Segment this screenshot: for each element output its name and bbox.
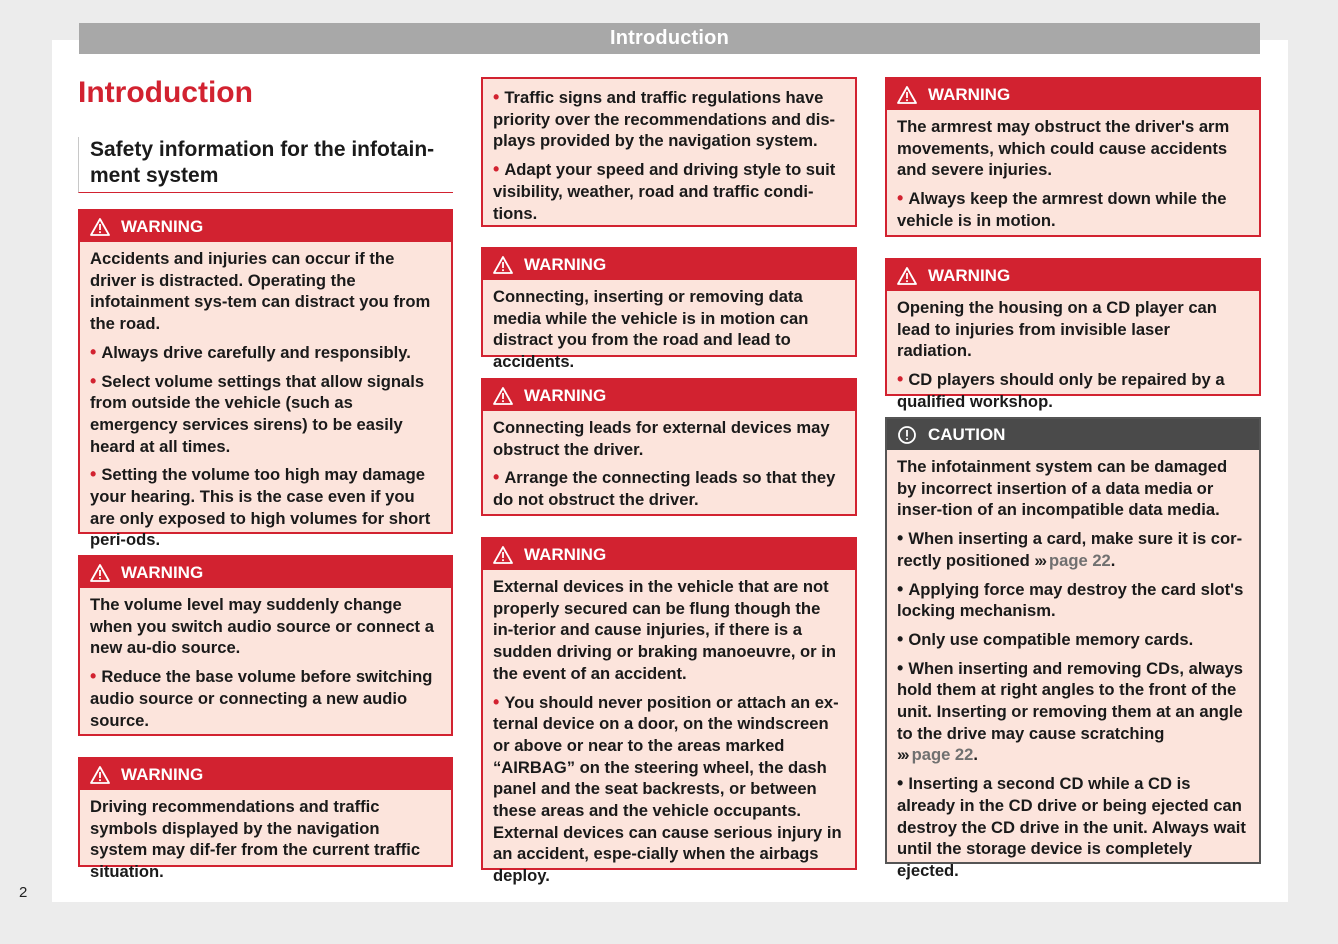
page-reference-link[interactable]: [1034, 551, 1110, 570]
reference-text: page 22: [1048, 550, 1111, 570]
warning-header: [80, 211, 451, 242]
bullet-item: [897, 188, 1249, 231]
bullet-text: Always keep the armrest down while the vehicle is in motion.: [897, 189, 1227, 230]
warning-text: Connecting leads for external devices may obstruct the driver.: [493, 418, 830, 459]
warning-header: [483, 539, 855, 570]
subheading-text: Safety information for the infotain- ment system: [90, 138, 435, 187]
warning-label: WARNING: [928, 265, 1011, 285]
bullet-item: [90, 342, 441, 364]
warning-box-distraction: [78, 209, 453, 550]
warning-text: Opening the housing on a CD player can lead to injuries from invisible laser radiation.: [897, 298, 1217, 361]
warning-triangle-icon: [897, 85, 917, 105]
warning-triangle-icon: [493, 255, 513, 275]
section-subheading: [78, 137, 453, 193]
warning-label: WARNING: [121, 216, 204, 236]
bullet-item: [493, 87, 845, 152]
bullet-text: When inserting a card, make sure it is cor-rectly positioned: [897, 529, 1243, 570]
bullet-item: [493, 692, 845, 887]
bullet-text: When inserting and removing CDs, always hold them at right angles to the front of the unit. Inserting or removing them at an angle to the drive may cause scratching: [897, 658, 1244, 743]
warning-label: WARNING: [524, 385, 607, 405]
bullet-item: [897, 629, 1249, 651]
reference-arrow-icon: ›››: [897, 745, 908, 765]
bullet-item: [897, 773, 1249, 882]
page-reference-link[interactable]: [897, 745, 973, 764]
caution-circle-icon: [897, 425, 917, 445]
warning-header: [887, 260, 1259, 291]
warning-text: Driving recommendations and traffic symbols displayed by the navigation system may dif-fer from the current traffic situation.: [90, 797, 421, 882]
punctuation: .: [1110, 550, 1116, 570]
bullet-text: Only use compatible memory cards.: [908, 629, 1194, 649]
caution-text: The infotainment system can be damaged by incorrect insertion of a data media or inser-tion of an incompatible data media.: [897, 457, 1228, 520]
warning-triangle-icon: [493, 545, 513, 565]
caution-label: CAUTION: [928, 424, 1006, 444]
bullet-text: Setting the volume too high may damage your hearing. This is the case even if you are only exposed to high volumes for short peri-ods.: [90, 465, 431, 550]
bullet-text: Adapt your speed and driving style to suit visibility, weather, road and traffic condi-tions.: [493, 160, 836, 223]
reference-text: page 22: [911, 745, 974, 765]
page-number: 2: [19, 884, 28, 901]
warning-box-connecting-leads: [481, 378, 857, 516]
bullet-item: [493, 467, 845, 510]
bullet-text: CD players should only be repaired by a qualified workshop.: [897, 370, 1225, 411]
bullet-text: Inserting a second CD while a CD is already in the CD drive or being ejected can destroy the CD drive in the unit. Always wait until the storage device is completely ejected.: [897, 774, 1246, 880]
bullet-text: Traffic signs and traffic regulations have priority over the recommendations and dis-plays provided by the navigation system.: [493, 88, 836, 151]
warning-header: [80, 759, 451, 790]
warning-header: [887, 79, 1259, 110]
warning-triangle-icon: [90, 563, 110, 583]
bullet-text: Reduce the base volume before switching audio source or connecting a new audio source.: [90, 667, 433, 730]
warning-header: [80, 557, 451, 588]
punctuation: .: [973, 745, 979, 765]
warning-text: Accidents and injuries can occur if the driver is distracted. Operating the infotainment sys-tem can distract you from the road.: [90, 249, 431, 334]
warning-triangle-icon: [897, 266, 917, 286]
warning-label: WARNING: [524, 254, 607, 274]
bullet-item: [897, 528, 1249, 571]
warning-box-armrest: [885, 77, 1261, 237]
bullet-item: [897, 579, 1249, 622]
chapter-header: Introduction: [79, 23, 1260, 54]
warning-triangle-icon: [493, 386, 513, 406]
bullet-item: [897, 369, 1249, 412]
warning-text: External devices in the vehicle that are not properly secured can be flung though the in-terior and cause injuries, if there is a sudden driving or braking manoeuvre, or in the event of an accident.: [493, 577, 836, 683]
warning-box-navigation: [78, 757, 453, 882]
bullet-item: [90, 371, 441, 458]
caution-box-data-media: [885, 417, 1261, 880]
page-title: Introduction: [78, 76, 253, 109]
warning-triangle-icon: [90, 217, 110, 237]
warning-box-volume: [78, 555, 453, 736]
warning-text: Connecting, inserting or removing data media while the vehicle is in motion can distract you from the road and lead to accidents.: [493, 287, 809, 372]
bullet-item: [897, 658, 1249, 767]
warning-label: WARNING: [524, 544, 607, 564]
warning-label: WARNING: [121, 562, 204, 582]
warning-box-external-devices: [481, 537, 857, 886]
bullet-text: You should never position or attach an ex-ternal device on a door, on the windscreen or above or near to the areas marked “AIRBAG” on the steering wheel, the dash panel and the seat backrests, or between these areas and the vehicle occupants. External devices can cause serious injury in an accident, espe-cially when the airbags deploy.: [493, 692, 842, 886]
bullet-text: Applying force may destroy the card slot's locking mechanism.: [897, 579, 1244, 621]
bullet-text: Arrange the connecting leads so that they do not obstruct the driver.: [493, 468, 836, 510]
warning-header: [483, 380, 855, 411]
warning-header: [483, 249, 855, 280]
bullet-item: [493, 159, 845, 224]
warning-text: The armrest may obstruct the driver's arm movements, which could cause accidents and severe injuries.: [897, 117, 1230, 180]
bullet-text: Always drive carefully and responsibly.: [101, 342, 411, 362]
bullet-text: Select volume settings that allow signals from outside the vehicle (such as emergency services sirens) to be easily heard at all times.: [90, 371, 425, 456]
warning-box-data-media: [481, 247, 857, 372]
warning-label: WARNING: [928, 84, 1011, 104]
warning-box-navigation-continued: [481, 77, 857, 227]
bullet-item: [90, 464, 441, 551]
warning-text: The volume level may suddenly change when you switch audio source or connect a new au-dio source.: [90, 595, 434, 658]
reference-arrow-icon: ›››: [1034, 550, 1045, 570]
warning-label: WARNING: [121, 764, 204, 784]
warning-box-cd-laser: [885, 258, 1261, 411]
caution-header: [887, 419, 1259, 450]
bullet-item: [90, 666, 441, 731]
warning-triangle-icon: [90, 765, 110, 785]
